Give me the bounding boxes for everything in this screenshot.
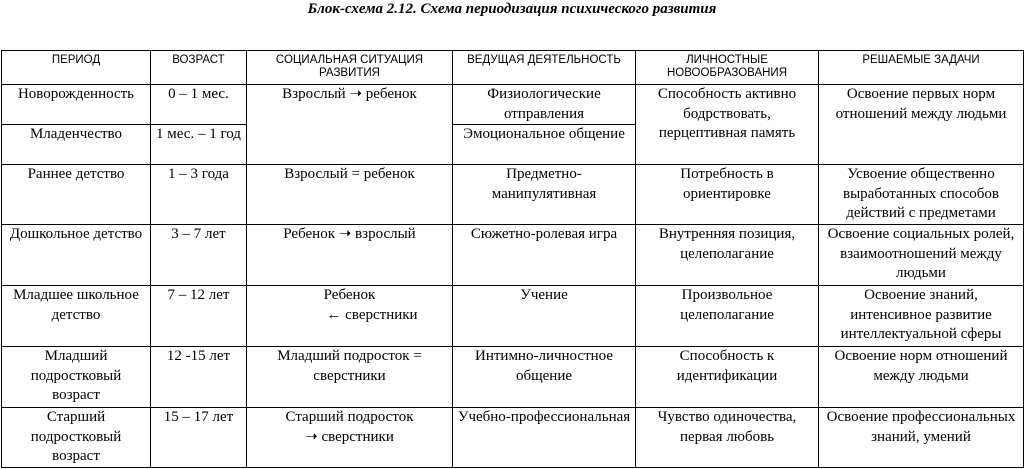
cell-tasks: Освоение норм отношений между людьми xyxy=(819,347,1024,408)
cell-age: 12 -15 лет xyxy=(151,347,247,408)
cell-period: Младшее школьное детство xyxy=(2,286,151,347)
cell-situation: Ребенок ➝ взрослый xyxy=(247,225,453,286)
cell-tasks: Освоение знаний, интенсивное развитие интеллектуальной сферы xyxy=(819,286,1024,347)
situation-line: Ребенок xyxy=(323,287,376,303)
cell-period: Новорожденность xyxy=(2,85,151,125)
situation-line: ➝ сверстники xyxy=(305,428,394,445)
cell-situation: Взрослый ➝ ребенок xyxy=(247,85,453,165)
table-row xyxy=(2,286,1024,347)
cell-period: Дошкольное детство xyxy=(2,225,151,286)
periodization-table xyxy=(1,50,1024,468)
cell-situation: Младший подросток = сверстники xyxy=(247,347,453,408)
cell-tasks: Освоение первых норм отношений между людьми xyxy=(819,85,1024,165)
table-row xyxy=(2,85,1024,125)
table-row xyxy=(2,408,1024,468)
table-row xyxy=(2,347,1024,408)
cell-formations: Чувство одиночества, первая любовь xyxy=(636,408,819,468)
cell-period: Старший подростковый возраст xyxy=(2,408,151,468)
table-row xyxy=(2,225,1024,286)
cell-formations: Внутренняя позиция, целеполагание xyxy=(636,225,819,286)
table-row xyxy=(2,165,1024,225)
header-leading-activity: ВЕДУЩАЯ ДЕЯТЕЛЬНОСТЬ xyxy=(453,51,636,85)
header-tasks: РЕШАЕМЫЕ ЗАДАЧИ xyxy=(819,51,1024,85)
cell-period: Младший подростковый возраст xyxy=(2,347,151,408)
cell-period: Младенчество xyxy=(2,125,151,165)
cell-activity: Учебно-профессиональная xyxy=(453,408,636,468)
cell-formations: Потребность в ориентировке xyxy=(636,165,819,225)
situation-line: ← сверстники xyxy=(326,306,418,323)
situation-line: Старший подросток xyxy=(285,409,414,425)
cell-age: 1 мес. – 1 год xyxy=(151,125,247,165)
cell-situation: Взрослый = ребенок xyxy=(247,165,453,225)
cell-tasks: Освоение социальных ролей, взаимоотношений между людьми xyxy=(819,225,1024,286)
cell-activity: Сюжетно-ролевая игра xyxy=(453,225,636,286)
cell-tasks: Усвоение общественно выработанных способов действий с предметами xyxy=(819,165,1024,225)
header-age: ВОЗРАСТ xyxy=(151,51,247,85)
header-period: ПЕРИОД xyxy=(2,51,151,85)
cell-period: Раннее детство xyxy=(2,165,151,225)
page-title: Блок-схема 2.12. Схема периодизация психического развития xyxy=(307,1,717,17)
cell-activity: Эмоциональное общение xyxy=(453,125,636,165)
cell-activity: Интимно-личностное общение xyxy=(453,347,636,408)
cell-situation xyxy=(247,286,453,347)
header-social-situation: СОЦИАЛЬНАЯ СИТУАЦИЯ РАЗВИТИЯ xyxy=(247,51,453,85)
cell-age: 7 – 12 лет xyxy=(151,286,247,347)
cell-activity: Учение xyxy=(453,286,636,347)
cell-age: 1 – 3 года xyxy=(151,165,247,225)
header-row xyxy=(2,51,1024,85)
cell-age: 15 – 17 лет xyxy=(151,408,247,468)
cell-formations: Способность активно бодрствовать, перцептивная память xyxy=(636,85,819,165)
cell-age: 0 – 1 мес. xyxy=(151,85,247,125)
cell-situation xyxy=(247,408,453,468)
header-personal-formations: ЛИЧНОСТНЫЕ НОВООБРАЗОВАНИЯ xyxy=(636,51,819,85)
cell-age: 3 – 7 лет xyxy=(151,225,247,286)
cell-formations: Способность к идентификации xyxy=(636,347,819,408)
cell-activity: Предметно-манипулятивная xyxy=(453,165,636,225)
cell-activity: Физиологические отправления xyxy=(453,85,636,125)
cell-formations: Произвольное целеполагание xyxy=(636,286,819,347)
cell-tasks: Освоение профессиональных знаний, умений xyxy=(819,408,1024,468)
